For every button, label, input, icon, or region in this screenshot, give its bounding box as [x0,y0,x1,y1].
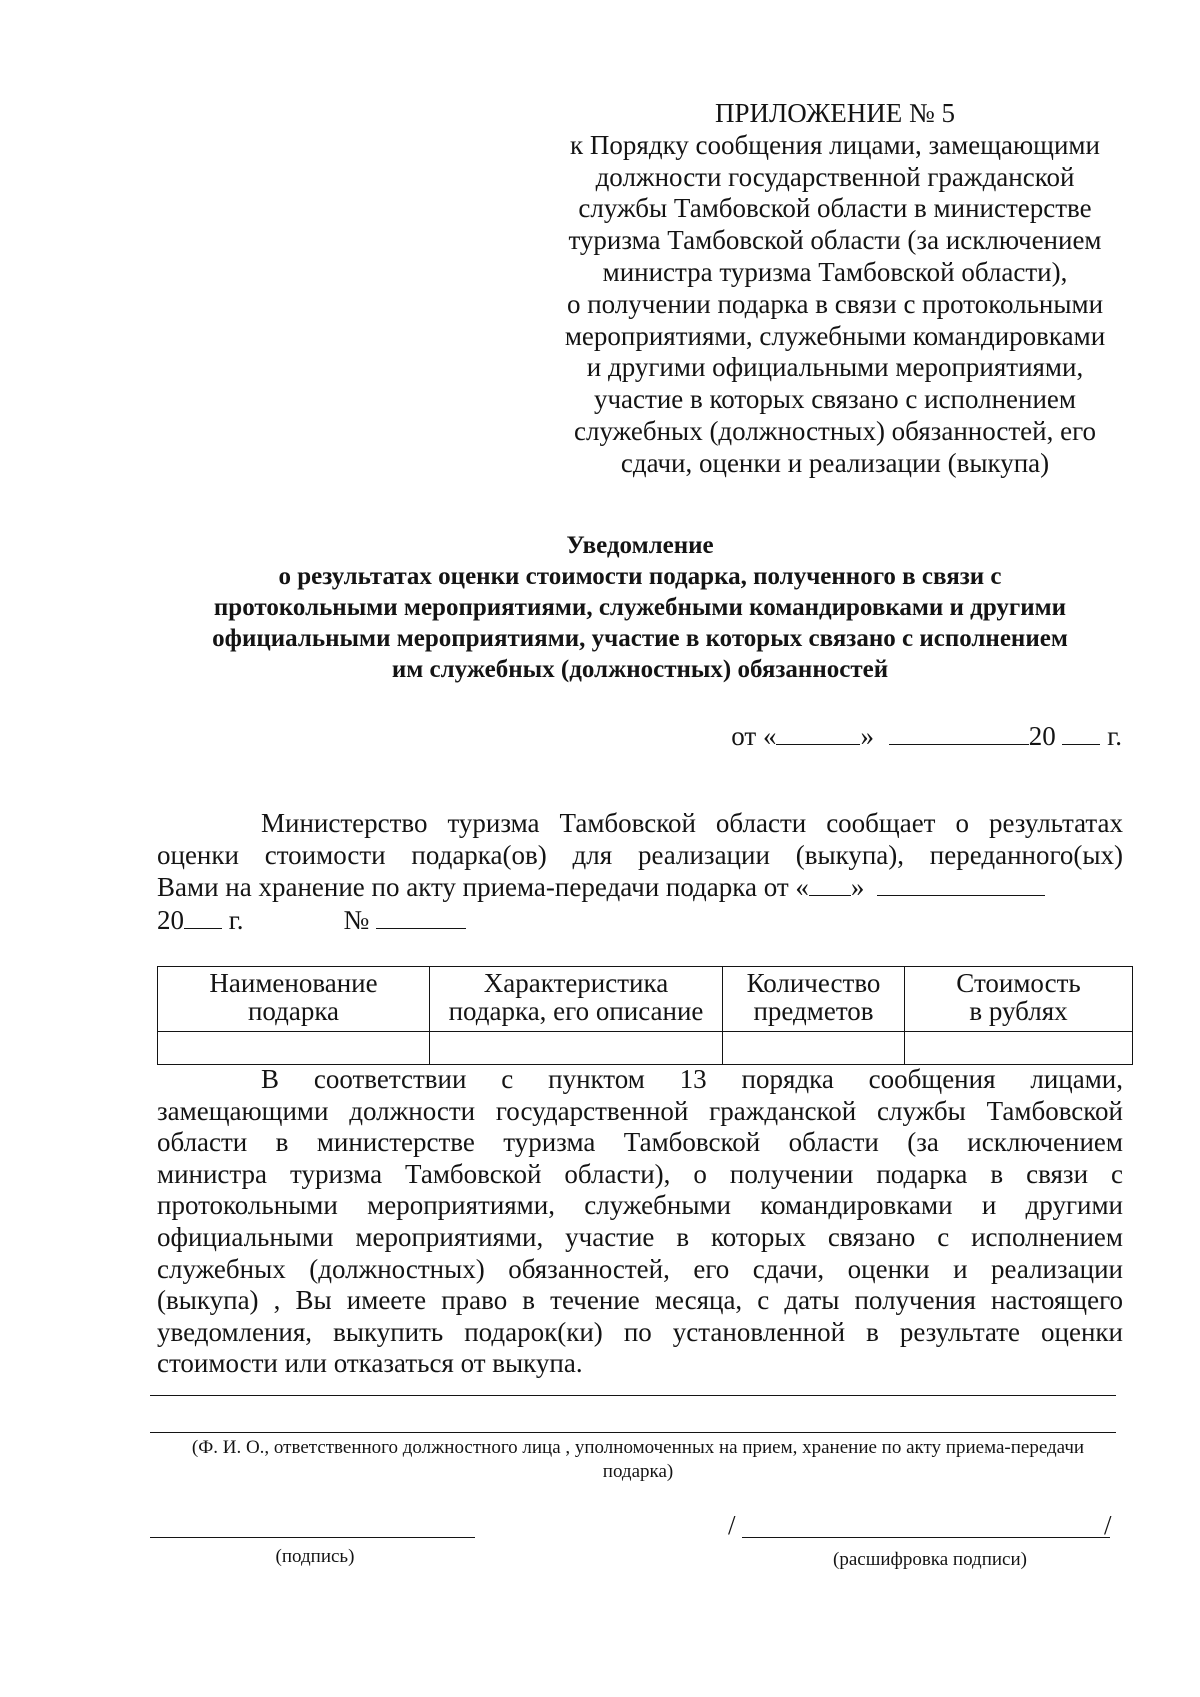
notice-subtitle-line: официальными мероприятиями, участие в которых связано с исполнением [212,625,1068,652]
notice-date-line [731,720,1122,752]
responsible-name-field-2[interactable] [150,1432,1116,1433]
table-header-row [158,967,1133,1032]
notice-subtitle-line: им служебных (должностных) обязанностей [391,656,889,683]
notice-heading: Уведомление [566,532,714,559]
appendix-line: должности государственной гражданской [595,161,1075,192]
intro-close-quote: » [850,872,865,903]
signature-decode-field[interactable] [742,1537,1110,1538]
header-quantity: Количество предметов [723,967,905,1032]
year-field[interactable] [1062,720,1100,745]
month-field[interactable] [889,720,1029,745]
appendix-block [535,98,1135,480]
body-line: протокольными мероприятиями, служебными командировками и другими [157,1190,1123,1221]
table-cell[interactable] [905,1032,1133,1065]
intro-line: Министерство туризма Тамбовской области сообщает о результатах [261,808,1123,838]
intro-line [157,871,1123,904]
table-cell[interactable] [430,1032,723,1065]
notice-subtitle-line: о результатах оценки стоимости подарка, полученного в связи с [278,563,1002,590]
rights-paragraph [157,1064,1123,1380]
act-year-prefix: 20 [157,904,184,935]
intro-line: оценки стоимости подарка(ов) для реализации (выкупа), переданного(ых) [157,839,1123,870]
signature-field[interactable] [150,1537,475,1538]
slash-right: / [1104,1510,1112,1540]
year-prefix: 20 [1028,721,1056,751]
year-suffix: г. [1107,721,1122,751]
header-description: Характеристика подарка, его описание [430,967,723,1032]
responsible-name-field[interactable] [150,1395,1116,1396]
body-line: официальными мероприятиями, участие в которых связано с исполнением [157,1221,1123,1252]
appendix-line: участие в которых связано с исполнением [593,384,1077,415]
act-number-field[interactable] [376,904,466,929]
appendix-line: туризма Тамбовской области (за исключением [568,225,1102,256]
appendix-line: сдачи, оценки и реализации (выкупа) [620,447,1050,478]
notice-subtitle-line: протокольными мероприятиями, служебными командировками и другими [213,594,1067,621]
intro-paragraph [157,808,1123,936]
appendix-line: министра туризма Тамбовской области), [602,256,1068,287]
body-line: замещающими должности государственной гражданской службы Тамбовской [157,1095,1123,1126]
appendix-line: службы Тамбовской области в министерстве [578,193,1092,224]
header-name: Наименование подарка [158,967,430,1032]
table-cell[interactable] [158,1032,430,1065]
body-line: министра туризма Тамбовской области), о получении подарка в связи с [157,1158,1123,1189]
appendix-line: к Порядку сообщения лицами, замещающими [570,129,1100,160]
body-line: стоимости или отказаться от выкупа. [157,1348,583,1379]
appendix-line: мероприятиями, служебными командировками [564,320,1106,351]
body-line: служебных (должностных) обязанностей, его сдачи, оценки и реализации [157,1253,1123,1284]
act-month-field[interactable] [877,871,1045,896]
appendix-line: о получении подарка в связи с протокольными [566,288,1104,319]
body-line: области в министерстве туризма Тамбовской области (за исключением [157,1127,1123,1158]
date-prefix: от « [731,721,777,751]
header-cost: Стоимость в рублях [905,967,1133,1032]
appendix-heading: ПРИЛОЖЕНИЕ № 5 [714,98,956,128]
intro-line [157,904,1123,937]
appendix-line: служебных (должностных) обязанностей, его [573,415,1096,446]
act-year-field[interactable] [184,904,222,929]
body-line: В соответствии с пунктом 13 порядка сообщения лицами, [261,1064,1123,1094]
day-field[interactable] [776,720,860,745]
body-line: (выкупа) , Вы имеете право в течение месяца, с даты получения настоящего [157,1285,1123,1316]
responsible-caption: (Ф. И. О., ответственного должностного лица , уполномоченных на прием, хранение по акту приема-передачи подарка) [191,1437,1085,1482]
notice-title [130,530,1150,685]
appendix-line: и другими официальными мероприятиями, [586,352,1084,383]
decode-caption: (расшифровка подписи) [833,1549,1027,1570]
slash-left: / [728,1510,736,1540]
table-row [158,1032,1133,1065]
signature-caption: (подпись) [275,1546,355,1567]
intro-line-text: Вами на хранение по акту приема-передачи подарка от « [157,872,809,903]
act-year-suffix: г. [228,904,244,935]
act-number-label: № [343,904,370,935]
gift-table [157,966,1133,1065]
table-cell[interactable] [723,1032,905,1065]
act-day-field[interactable] [809,871,851,896]
date-close-quote: » [860,721,874,751]
body-line: уведомления, выкупить подарок(ки) по установленной в результате оценки [157,1316,1123,1347]
